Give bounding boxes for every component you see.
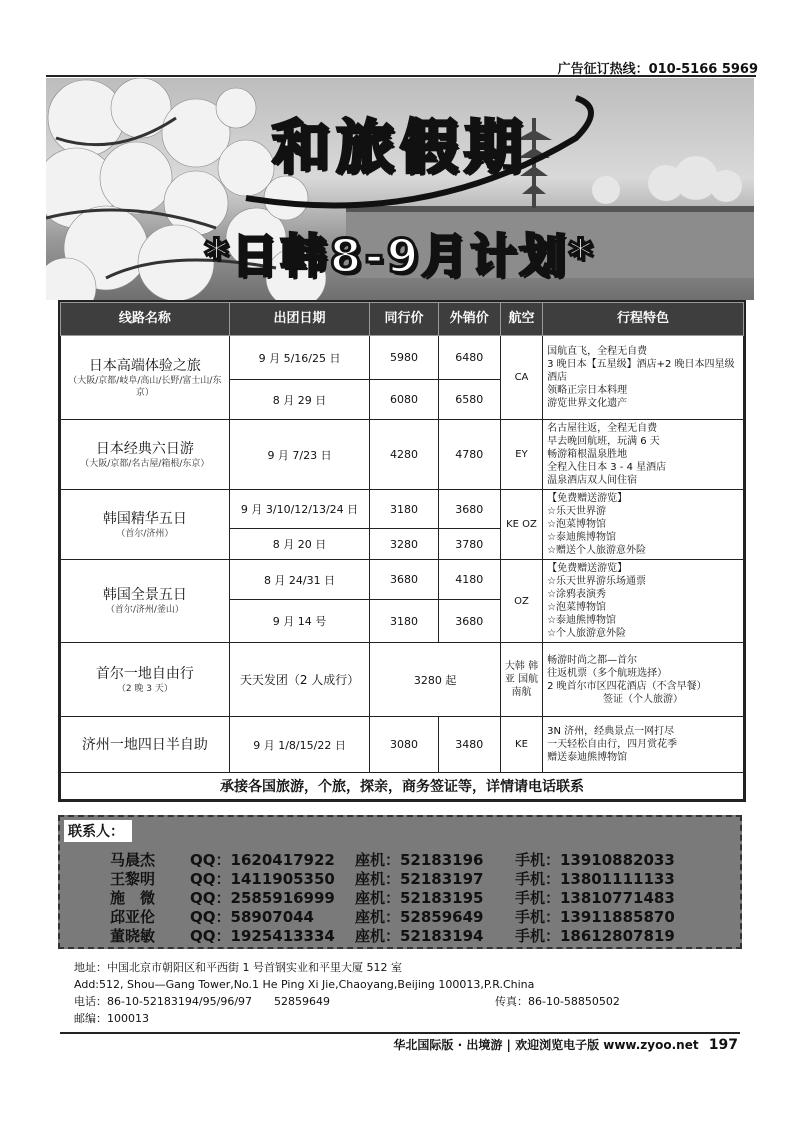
- feature-line: ☆泡菜博物馆: [547, 602, 607, 613]
- col-features: 行程特色: [543, 303, 744, 336]
- features-cell: [543, 420, 744, 490]
- airline-cell: KE: [500, 717, 542, 773]
- airline-cell: KE OZ: [500, 490, 542, 560]
- feature-line: 温泉酒店双人间住宿: [547, 475, 638, 486]
- date-cell: 9 月 14 号: [229, 600, 370, 643]
- table-row: [61, 717, 744, 773]
- contact-name: 王黎明: [110, 870, 156, 888]
- contact-mobile: 手机：18612807819: [515, 927, 675, 945]
- date-cell: 9 月 5/16/25 日: [229, 336, 370, 380]
- route-cell: [61, 560, 230, 643]
- table-row: [61, 560, 744, 600]
- contact-tel: 座机：52183194: [355, 927, 484, 945]
- banner: [46, 78, 754, 300]
- route-name: 济州一地四日半自助: [81, 736, 208, 753]
- route-cities: （大阪/京都/名古屋/箱根/东京）: [80, 458, 210, 469]
- route-cities: （2 晚 3 天）: [116, 683, 173, 694]
- feature-line: 名古屋往返，全程无自费: [547, 423, 658, 434]
- feature-line: 全程入住日本 3 - 4 星酒店: [547, 462, 667, 473]
- airline-cell: OZ: [500, 560, 542, 643]
- feature-line: ☆泰迪熊博物馆: [547, 532, 617, 543]
- col-retail-price: 外销价: [438, 303, 500, 336]
- feature-line: 游览世界文化遗产: [547, 398, 628, 409]
- contact-name: 董晓敏: [110, 927, 156, 945]
- ad-hotline: 广告征订热线：010-5166 5969: [557, 62, 758, 77]
- col-departure-date: 出团日期: [229, 303, 370, 336]
- features-cell: [543, 560, 744, 643]
- contact-mobile: 手机：13801111133: [515, 870, 675, 888]
- retail-price-cell: 3680: [438, 490, 500, 529]
- date-cell: 9 月 3/10/12/13/24 日: [229, 490, 370, 529]
- feature-line: 2 晚首尔市区四花酒店（不含早餐）: [547, 680, 707, 692]
- route-cell: [61, 420, 230, 490]
- feature-line: 3N 济州，经典景点一网打尽: [547, 726, 675, 737]
- date-cell: 9 月 7/23 日: [229, 420, 370, 490]
- contact-qq: QQ：1620417922: [190, 851, 335, 869]
- airline-cell: 大韩 韩亚 国航 南航: [500, 643, 542, 717]
- retail-price-cell: 3780: [438, 529, 500, 560]
- banner-title: 和旅假期: [271, 113, 528, 181]
- feature-line: ☆个人旅游意外险: [547, 628, 627, 639]
- peer-price-cell: 3680: [370, 560, 438, 600]
- peer-price-cell: 3080: [370, 717, 438, 773]
- footer-text: 华北国际版 · 出境游 | 欢迎浏览电子版 www.zyoo.net: [393, 1038, 699, 1052]
- feature-line: ☆乐天世界游乐场通票: [547, 576, 647, 587]
- route-name: 韩国全景五日: [102, 587, 187, 603]
- feature-line: ☆涂鸦表演秀: [547, 589, 607, 600]
- col-airline: 航空: [500, 303, 542, 336]
- retail-price-cell: 4180: [438, 560, 500, 600]
- col-route-name: 线路名称: [61, 303, 230, 336]
- features-cell: [543, 643, 744, 717]
- peer-price-cell: 3180: [370, 600, 438, 643]
- peer-price-cell: 3280: [370, 529, 438, 560]
- feature-line: 国航直飞，全程无自费: [547, 346, 648, 357]
- contact-tel: 座机：52183195: [355, 889, 484, 907]
- retail-price-cell: 4780: [438, 420, 500, 490]
- address-cn: 地址：中国北京市朝阳区和平西街 1 号首钢实业和平里大厦 512 室: [74, 961, 402, 974]
- peer-price-cell: 4280: [370, 420, 438, 490]
- table-row: [61, 490, 744, 529]
- contact-qq: QQ：1411905350: [190, 870, 335, 888]
- contact-name: 马晨杰: [110, 851, 156, 869]
- feature-line: 畅游箱根温泉胜地: [547, 449, 628, 460]
- airline-cell: CA: [500, 336, 542, 420]
- retail-price-cell: 6580: [438, 380, 500, 420]
- feature-line: ☆乐天世界游: [547, 506, 607, 517]
- table-row: [61, 643, 744, 717]
- date-cell: 8 月 24/31 日: [229, 560, 370, 600]
- banner-subtitle: *日韩8-9月计划*: [204, 229, 596, 283]
- feature-line: 一天轻松自由行，四月赏花季: [547, 739, 678, 750]
- bottom-divider: [60, 1032, 740, 1034]
- feature-line: 往返机票（多个航班选择）: [547, 667, 668, 679]
- contact-tel: 座机：52859649: [355, 908, 484, 926]
- airline-cell: EY: [500, 420, 542, 490]
- contact-tel: 座机：52183197: [355, 870, 484, 888]
- table-footer-row: [61, 773, 744, 800]
- service-note: 承接各国旅游，个旅，探亲，商务签证等，详情请电话联系: [61, 773, 744, 800]
- feature-line: ☆泰迪熊博物馆: [547, 615, 617, 626]
- contact-mobile: 手机：13911885870: [515, 908, 675, 926]
- feature-line: 早去晚回航班，玩满 6 天: [547, 436, 660, 447]
- route-cell: [61, 643, 230, 717]
- route-name: 韩国精华五日: [102, 510, 187, 527]
- route-name: 首尔一地自由行: [95, 665, 194, 682]
- col-peer-price: 同行价: [370, 303, 438, 336]
- features-cell: [543, 336, 744, 420]
- feature-line: 【免费赠送游览】: [547, 493, 628, 504]
- route-cities: （首尔/济州）: [116, 528, 174, 539]
- fax-line: 传真：86-10-58850502: [495, 995, 620, 1008]
- table-row: [61, 336, 744, 380]
- feature-line: ☆泡菜博物馆: [547, 519, 607, 530]
- contact-qq: QQ：58907044: [190, 908, 314, 926]
- route-name: 日本经典六日游: [95, 440, 194, 457]
- peer-price-cell: 5980: [370, 336, 438, 380]
- price-cell: 3280 起: [370, 643, 501, 717]
- table-row: [61, 420, 744, 490]
- route-cell: [61, 490, 230, 560]
- feature-line: 3 晚日本【五星级】酒店+2 晚日本四星级酒店: [547, 359, 735, 383]
- postcode-line: 邮编：100013: [74, 1012, 149, 1025]
- address-en: Add:512, Shou—Gang Tower,No.1 He Ping Xi Jie,Chaoyang,Beijing 100013,P.R.China: [74, 978, 535, 991]
- contact-qq: QQ：1925413334: [190, 927, 335, 945]
- route-cities: （大阪/京都/岐阜/高山/长野/富士山/东京）: [68, 375, 222, 398]
- feature-line: 领略正宗日本料理: [547, 385, 628, 396]
- page-number: 197: [708, 1037, 738, 1053]
- feature-line: ☆赠送个人旅游意外险: [547, 545, 647, 556]
- table-header-row: [61, 303, 744, 336]
- contact-mobile: 手机：13910882033: [515, 851, 675, 869]
- date-cell: 9 月 1/8/15/22 日: [229, 717, 370, 773]
- feature-line: 签证（个人旅游）: [603, 693, 684, 705]
- contacts-panel: [58, 815, 742, 949]
- retail-price-cell: 3680: [438, 600, 500, 643]
- route-cell: [61, 336, 230, 420]
- page-footer: [393, 1036, 738, 1053]
- contact-name: 施 微: [110, 889, 156, 907]
- feature-line: 赠送泰迪熊博物馆: [547, 752, 628, 763]
- retail-price-cell: 6480: [438, 336, 500, 380]
- route-cities: （首尔/济州/釜山）: [105, 605, 184, 615]
- retail-price-cell: 3480: [438, 717, 500, 773]
- route-name: 日本高端体验之旅: [88, 357, 201, 374]
- contact-qq: QQ：2585916999: [190, 889, 335, 907]
- feature-line: 【免费赠送游览】: [547, 563, 628, 574]
- contacts-label: 联系人：: [64, 820, 132, 842]
- route-table: [58, 300, 746, 802]
- features-cell: [543, 490, 744, 560]
- top-divider: [46, 75, 756, 77]
- peer-price-cell: 6080: [370, 380, 438, 420]
- feature-line: 畅游时尚之都—首尔: [547, 654, 638, 666]
- date-cell: 8 月 29 日: [229, 380, 370, 420]
- phone-line: 电话：86-10-52183194/95/96/97 52859649: [74, 995, 331, 1008]
- contact-name: 邱亚伦: [110, 908, 156, 926]
- date-cell: 8 月 20 日: [229, 529, 370, 560]
- contact-mobile: 手机：13810771483: [515, 889, 675, 907]
- peer-price-cell: 3180: [370, 490, 438, 529]
- features-cell: [543, 717, 744, 773]
- route-cell: [61, 717, 230, 773]
- contact-tel: 座机：52183196: [355, 851, 484, 869]
- date-cell: 天天发团（2 人成行）: [229, 643, 370, 717]
